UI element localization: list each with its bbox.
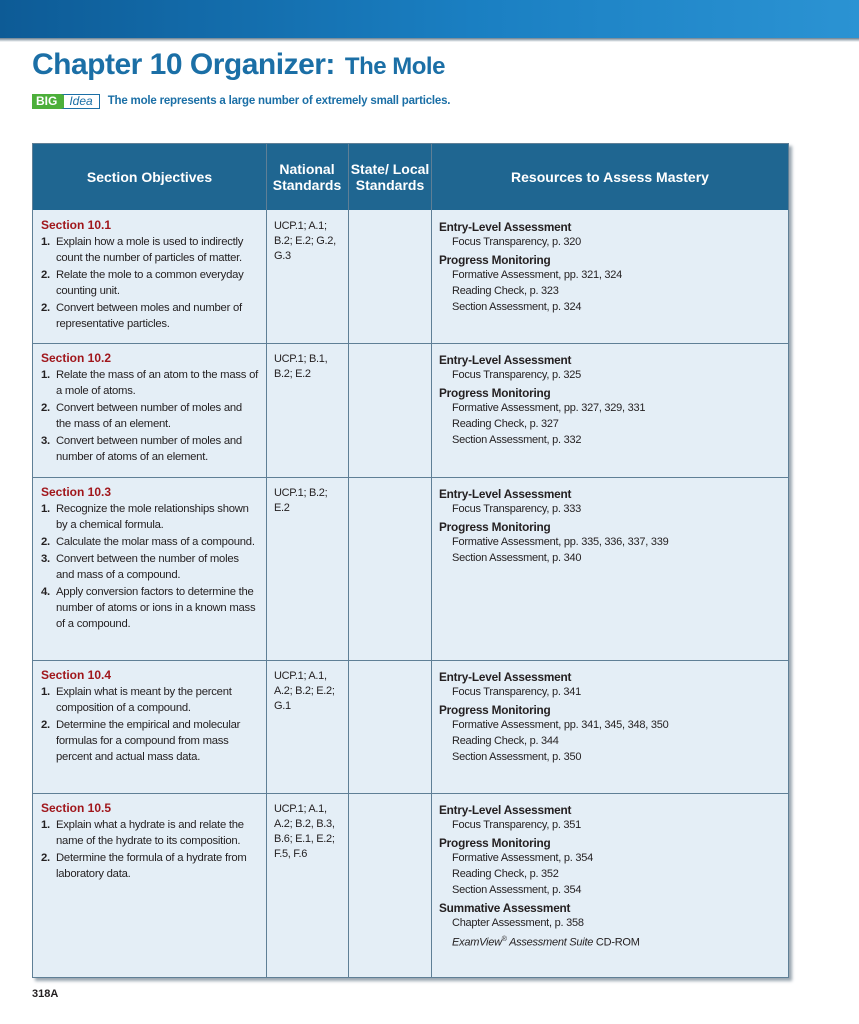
resources-cell (439, 668, 779, 767)
objective-text: Convert between the number of moles and mass of a compound. (56, 553, 239, 581)
objective-text: Explain what is meant by the percent composition of a compound. (56, 686, 232, 714)
chapter-subtitle: The Mole (344, 53, 445, 80)
section-objectives-cell (41, 801, 259, 883)
header-state-standards: State/ Local Standards (350, 161, 430, 193)
resource-group (439, 385, 779, 448)
big-idea (32, 93, 450, 109)
objective-item (41, 684, 259, 716)
column-divider (348, 144, 349, 977)
section-objectives-cell (41, 218, 259, 333)
row-divider (33, 793, 788, 794)
resource-heading: Entry-Level Assessment (439, 220, 572, 234)
objective-item (41, 817, 259, 849)
section-objectives-cell (41, 668, 259, 766)
resource-heading: Entry-Level Assessment (439, 670, 572, 684)
resource-heading: Summative Assessment (439, 901, 571, 915)
objective-number: 1. (41, 369, 50, 381)
resource-item: Chapter Assessment, p. 358 (452, 917, 584, 929)
column-divider (266, 144, 267, 977)
objective-item (41, 400, 259, 432)
objective-item (41, 433, 259, 465)
national-standards-cell: UCP.1; A.1, A.2; B.2, B.3, B.6; E.1, E.2; F.5, F.6 (274, 803, 335, 860)
section-title: Section 10.1 (41, 218, 112, 232)
national-standards-cell: UCP.1; B.1, B.2; E.2 (274, 353, 328, 380)
objective-number: 3. (41, 435, 50, 447)
header-resources: Resources to Assess Mastery (511, 169, 709, 185)
objective-number: 1. (41, 686, 50, 698)
resource-item: Section Assessment, p. 332 (452, 434, 582, 446)
objective-number: 2. (41, 719, 50, 731)
chapter-title: Chapter 10 Organizer: (32, 48, 335, 81)
objective-item (41, 717, 259, 765)
page-title (32, 48, 445, 82)
resource-item: Focus Transparency, p. 351 (452, 819, 582, 831)
resource-heading: Entry-Level Assessment (439, 353, 572, 367)
resources-cell (439, 801, 779, 953)
resource-group (439, 486, 779, 517)
objective-number: 2. (41, 302, 50, 314)
resource-heading: Entry-Level Assessment (439, 487, 572, 501)
resource-item: Formative Assessment, pp. 327, 329, 331 (452, 402, 646, 414)
objective-item (41, 850, 259, 882)
resources-cell (439, 485, 779, 568)
objective-number: 2. (41, 536, 50, 548)
big-idea-text: The mole represents a large number of extremely small particles. (107, 95, 451, 107)
national-standards-cell: UCP.1; A.1; B.2; E.2; G.2, G.3 (274, 220, 336, 262)
objective-item (41, 534, 259, 550)
column-divider (431, 144, 432, 977)
objective-text: Explain what a hydrate is and relate the name of the hydrate to its composition. (56, 819, 244, 847)
resource-item: Focus Transparency, p. 333 (452, 503, 582, 515)
organizer-table (32, 143, 789, 978)
resource-item: Formative Assessment, p. 354 (452, 852, 593, 864)
objective-number: 2. (41, 269, 50, 281)
objective-item (41, 234, 259, 266)
resource-group (439, 519, 779, 566)
resource-item: Focus Transparency, p. 341 (452, 686, 582, 698)
header-section-objectives: Section Objectives (86, 169, 213, 185)
objective-number: 3. (41, 553, 50, 565)
row-divider (33, 477, 788, 478)
resource-item: Focus Transparency, p. 325 (452, 369, 582, 381)
resource-group (439, 252, 779, 315)
resource-heading: Entry-Level Assessment (439, 803, 572, 817)
objective-number: 1. (41, 819, 50, 831)
objective-text: Relate the mass of an atom to the mass of a mole of atoms. (56, 369, 258, 397)
resource-item: Section Assessment, p. 350 (452, 751, 582, 763)
objective-text: Recognize the mole relationships shown by a chemical formula. (56, 503, 249, 531)
objective-text: Convert between number of moles and the mass of an element. (56, 402, 242, 430)
objective-item (41, 367, 259, 399)
resources-cell (439, 218, 779, 317)
page-number: 318A (32, 988, 59, 1000)
section-objectives-cell (41, 485, 259, 633)
objective-text: Determine the formula of a hydrate from laboratory data. (56, 852, 247, 880)
objective-item (41, 584, 259, 632)
resource-item: Formative Assessment, pp. 335, 336, 337, 339 (452, 536, 669, 548)
resource-item: Formative Assessment, pp. 341, 345, 348, 350 (452, 719, 669, 731)
section-title: Section 10.3 (41, 485, 112, 499)
objective-text: Calculate the molar mass of a compound. (56, 536, 255, 548)
resource-item: Section Assessment, p. 324 (452, 301, 582, 313)
big-badge: BIG (32, 94, 61, 109)
resources-cell (439, 351, 779, 450)
resource-group (439, 352, 779, 383)
resource-item: Reading Check, p. 344 (452, 735, 559, 747)
resource-group (439, 835, 779, 898)
objective-text: Explain how a mole is used to indirectly count the number of particles of matter. (56, 236, 244, 264)
resource-heading: Progress Monitoring (439, 836, 551, 850)
resource-heading: Progress Monitoring (439, 520, 551, 534)
resource-item: Formative Assessment, pp. 321, 324 (452, 269, 623, 281)
objective-text: Determine the empirical and molecular formulas for a compound from mass percent and actual mass data. (56, 719, 241, 763)
resource-item: Reading Check, p. 323 (452, 285, 559, 297)
section-title: Section 10.5 (41, 801, 112, 815)
objective-text: Apply conversion factors to determine the number of atoms or ions in a known mass of a compound. (56, 586, 256, 630)
objective-text: Relate the mole to a common everyday counting unit. (56, 269, 244, 297)
section-title: Section 10.2 (41, 351, 112, 365)
resource-item: Section Assessment, p. 340 (452, 552, 582, 564)
resource-item: Focus Transparency, p. 320 (452, 236, 582, 248)
resource-group (439, 669, 779, 700)
top-banner (0, 0, 859, 38)
table-header (33, 144, 788, 210)
resource-item: Reading Check, p. 352 (452, 868, 559, 880)
row-divider (33, 343, 788, 344)
resource-heading: Progress Monitoring (439, 253, 551, 267)
resource-item-examview: ExamView® Assessment Suite CD-ROM (452, 936, 640, 949)
objective-number: 2. (41, 852, 50, 864)
objective-item (41, 551, 259, 583)
resource-group (439, 802, 779, 833)
objective-number: 4. (41, 586, 50, 598)
objective-item (41, 300, 259, 332)
objective-item (41, 501, 259, 533)
resource-group (439, 219, 779, 250)
section-objectives-cell (41, 351, 259, 466)
objective-number: 2. (41, 402, 50, 414)
objective-number: 1. (41, 503, 50, 515)
objective-text: Convert between number of moles and number of atoms of an element. (56, 435, 242, 463)
objective-item (41, 267, 259, 299)
resource-group (439, 702, 779, 765)
resource-item: Reading Check, p. 327 (452, 418, 559, 430)
resource-group (439, 900, 779, 951)
objective-text: Convert between moles and number of representative particles. (56, 302, 242, 330)
objective-number: 1. (41, 236, 50, 248)
national-standards-cell: UCP.1; A.1, A.2; B.2; E.2; G.1 (274, 670, 335, 712)
row-divider (33, 660, 788, 661)
resource-heading: Progress Monitoring (439, 703, 551, 717)
section-title: Section 10.4 (41, 668, 112, 682)
national-standards-cell: UCP.1; B.2; E.2 (274, 487, 328, 514)
resource-item: Section Assessment, p. 354 (452, 884, 582, 896)
header-national-standards: National Standards (272, 161, 342, 193)
resource-heading: Progress Monitoring (439, 386, 551, 400)
idea-badge: Idea (61, 94, 99, 109)
top-banner-shadow (0, 38, 859, 42)
